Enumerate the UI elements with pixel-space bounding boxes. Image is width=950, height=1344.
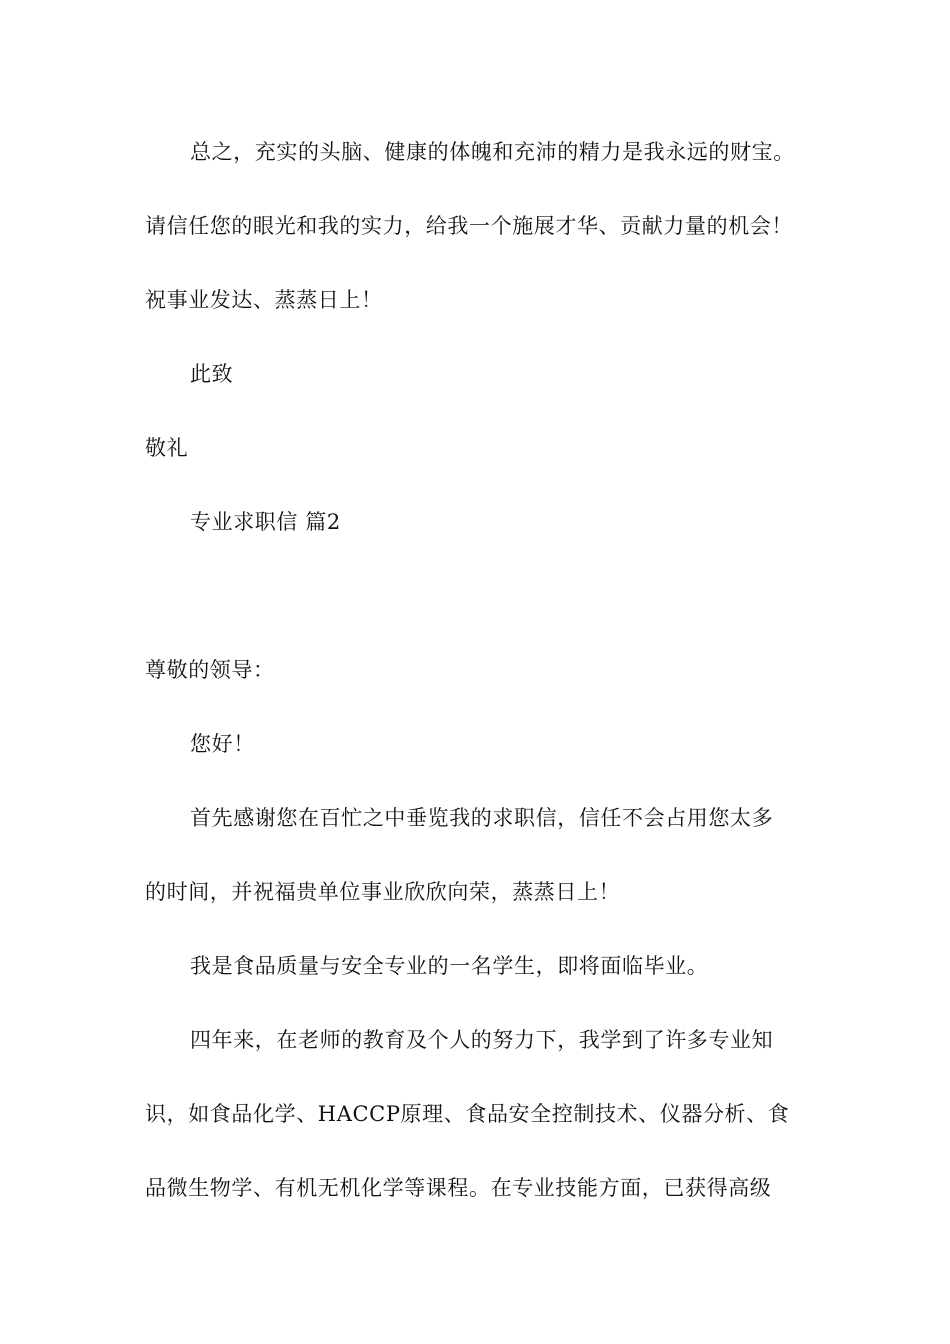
paragraph-line: 首先感谢您在百忙之中垂览我的求职信，信任不会占用您太多 [190, 806, 774, 830]
paragraph-line: 的时间，并祝福贵单位事业欣欣向荣，蒸蒸日上！ [145, 880, 621, 904]
paragraph-line: 祝事业发达、蒸蒸日上！ [145, 288, 383, 312]
paragraph-line: 识，如食品化学、HACCP原理、食品安全控制技术、仪器分析、食 [145, 1102, 790, 1126]
paragraph-line: 四年来，在老师的教育及个人的努力下，我学到了许多专业知 [190, 1028, 774, 1052]
salutation: 尊敬的领导： [145, 658, 275, 682]
paragraph-line: 品微生物学、有机无机化学等课程。在专业技能方面，已获得高级 [145, 1176, 772, 1200]
greeting: 您好！ [190, 732, 255, 756]
paragraph-line: 总之，充实的头脑、健康的体魄和充沛的精力是我永远的财宝。 [190, 140, 795, 164]
paragraph-line: 请信任您的眼光和我的实力，给我一个施展才华、贡献力量的机会！ [145, 214, 793, 238]
closing-phrase: 此致 [190, 362, 234, 386]
section-heading: 专业求职信 篇2 [190, 510, 341, 534]
closing-salute: 敬礼 [145, 436, 189, 460]
paragraph-line: 我是食品质量与安全专业的一名学生，即将面临毕业。 [190, 954, 709, 978]
